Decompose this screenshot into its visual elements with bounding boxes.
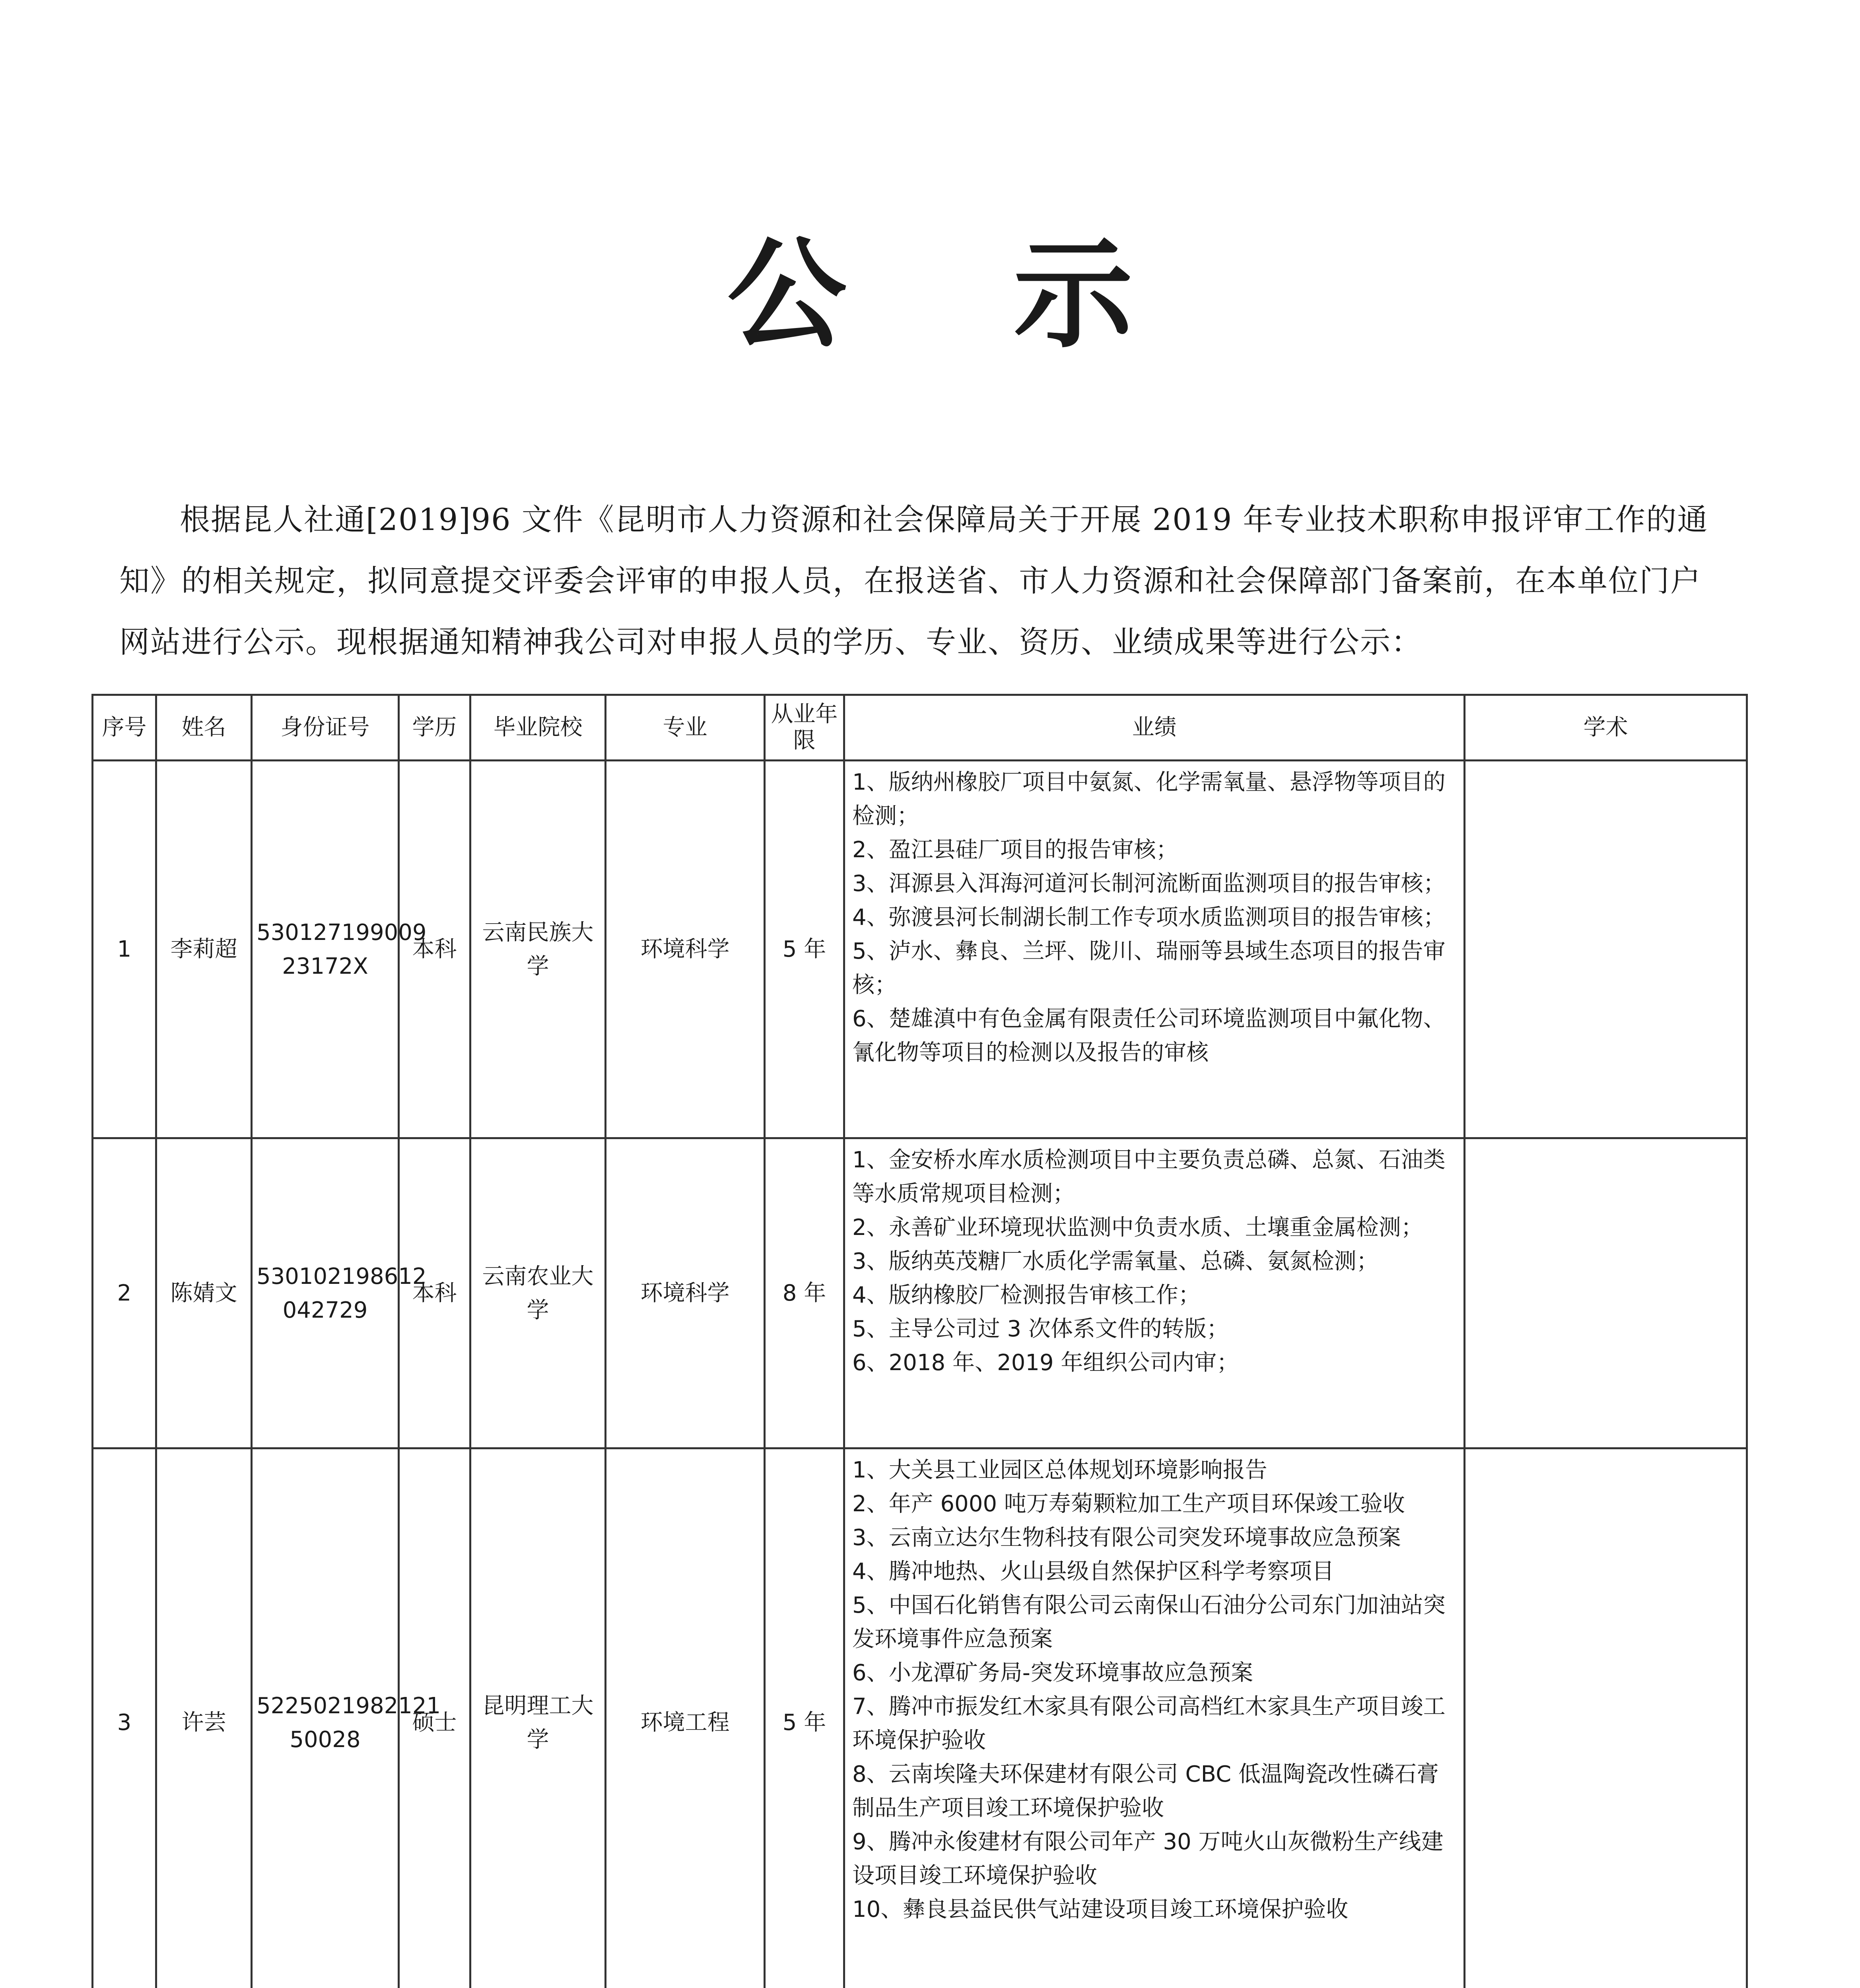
cell-achievements (844, 761, 1465, 1138)
intro-text: 根据昆人社通[2019]96 文件《昆明市人力资源和社会保障局关于开展 2019 年专业技术职称申报评审工作的通知》的相关规定，拟同意提交评委会评审的申报人员，在报送省、市人力资源和社会保障部门备案前，在本单位门户网站进行公示。现根据通知精神我公司对申报人员的学历、专业、资历、业绩成果等进行公示： (119, 502, 1708, 660)
cell-years: 5 年 (765, 1448, 844, 1988)
achievement-item: 10、彝良县益民供气站建设项目竣工环境保护验收 (852, 1897, 1349, 1922)
achievement-item: 6、2018 年、2019 年组织公司内审； (852, 1350, 1239, 1376)
achievement-item: 5、中国石化销售有限公司云南保山石油分公司东门加油站突发环境事件应急预案 (852, 1592, 1446, 1652)
achievement-item: 6、楚雄滇中有色金属有限责任公司环境监测项目中氟化物、氰化物等项目的检测以及报告的审核 (852, 1006, 1446, 1066)
achievement-item: 1、大关县工业园区总体规划环境影响报告 (852, 1457, 1267, 1483)
cell-academic (1465, 1138, 1747, 1448)
cell-degree: 硕士 (399, 1448, 470, 1988)
cell-years: 8 年 (765, 1138, 844, 1448)
cell-major: 环境科学 (606, 761, 765, 1138)
cell-achievements (844, 1448, 1465, 1988)
cell-no: 3 (93, 1448, 156, 1988)
header-id: 身份证号 (252, 695, 399, 761)
achievement-item: 4、弥渡县河长制湖长制工作专项水质监测项目的报告审核； (852, 905, 1446, 930)
cell-name: 陈婧文 (156, 1138, 252, 1448)
cell-id: 5225021982121 50028 (252, 1448, 399, 1988)
cell-degree: 本科 (399, 1138, 470, 1448)
cell-id: 530127199009 23172X (252, 761, 399, 1138)
header-name: 姓名 (156, 695, 252, 761)
achievement-item: 1、金安桥水库水质检测项目中主要负责总磷、总氮、石油类等水质常规项目检测； (852, 1147, 1446, 1207)
achievement-item: 7、腾冲市振发红木家具有限公司高档红木家具生产项目竣工环境保护验收 (852, 1694, 1446, 1753)
table-row (93, 1138, 1747, 1448)
cell-name: 李莉超 (156, 761, 252, 1138)
table-row (93, 1448, 1747, 1988)
achievement-item: 2、盈江县硅厂项目的报告审核； (852, 837, 1178, 863)
intro-paragraph (119, 489, 1710, 673)
cell-school: 云南农业大学 (470, 1138, 606, 1448)
achievement-item: 5、主导公司过 3 次体系文件的转版； (852, 1316, 1229, 1342)
header-major: 专业 (606, 695, 765, 761)
achievement-item: 3、版纳英茂糖厂水质化学需氧量、总磷、氨氮检测； (852, 1248, 1379, 1274)
achievement-item: 3、云南立达尔生物科技有限公司突发环境事故应急预案 (852, 1525, 1401, 1551)
cell-id: 530102198612 042729 (252, 1138, 399, 1448)
cell-major: 环境工程 (606, 1448, 765, 1988)
cell-name: 许芸 (156, 1448, 252, 1988)
applicant-table (91, 694, 1748, 1988)
header-school: 毕业院校 (470, 695, 606, 761)
achievement-item: 2、永善矿业环境现状监测中负责水质、土壤重金属检测； (852, 1215, 1423, 1241)
page-title: 公示 (727, 224, 1300, 364)
header-years: 从业年限 (765, 695, 844, 761)
achievement-item: 3、洱源县入洱海河道河长制河流断面监测项目的报告审核； (852, 871, 1446, 897)
achievement-item: 8、云南埃隆夫环保建材有限公司 CBC 低温陶瓷改性磷石膏制品生产项目竣工环境保护验收 (852, 1761, 1439, 1821)
header-achievements: 业绩 (844, 695, 1465, 761)
achievement-item: 5、泸水、彝良、兰坪、陇川、瑞丽等县域生态项目的报告审核； (852, 938, 1446, 998)
cell-no: 2 (93, 1138, 156, 1448)
cell-school: 云南民族大学 (470, 761, 606, 1138)
achievement-item: 9、腾冲永俊建材有限公司年产 30 万吨火山灰微粉生产线建设项目竣工环境保护验收 (852, 1829, 1444, 1889)
cell-achievements (844, 1138, 1465, 1448)
cell-academic (1465, 1448, 1747, 1988)
achievement-item: 4、腾冲地热、火山县级自然保护区科学考察项目 (852, 1559, 1334, 1584)
cell-degree: 本科 (399, 761, 470, 1138)
achievement-item: 1、版纳州橡胶厂项目中氨氮、化学需氧量、悬浮物等项目的检测； (852, 769, 1446, 829)
table-header-row (93, 695, 1747, 761)
header-degree: 学历 (399, 695, 470, 761)
cell-academic (1465, 761, 1747, 1138)
achievement-item: 4、版纳橡胶厂检测报告审核工作； (852, 1282, 1201, 1308)
achievement-item: 2、年产 6000 吨万寿菊颗粒加工生产项目环保竣工验收 (852, 1491, 1405, 1517)
cell-years: 5 年 (765, 761, 844, 1138)
cell-major: 环境科学 (606, 1138, 765, 1448)
achievement-item: 6、小龙潭矿务局-突发环境事故应急预案 (852, 1660, 1253, 1686)
header-academic: 学术 (1465, 695, 1747, 761)
table-row (93, 761, 1747, 1138)
header-no: 序号 (93, 695, 156, 761)
cell-no: 1 (93, 761, 156, 1138)
cell-school: 昆明理工大学 (470, 1448, 606, 1988)
